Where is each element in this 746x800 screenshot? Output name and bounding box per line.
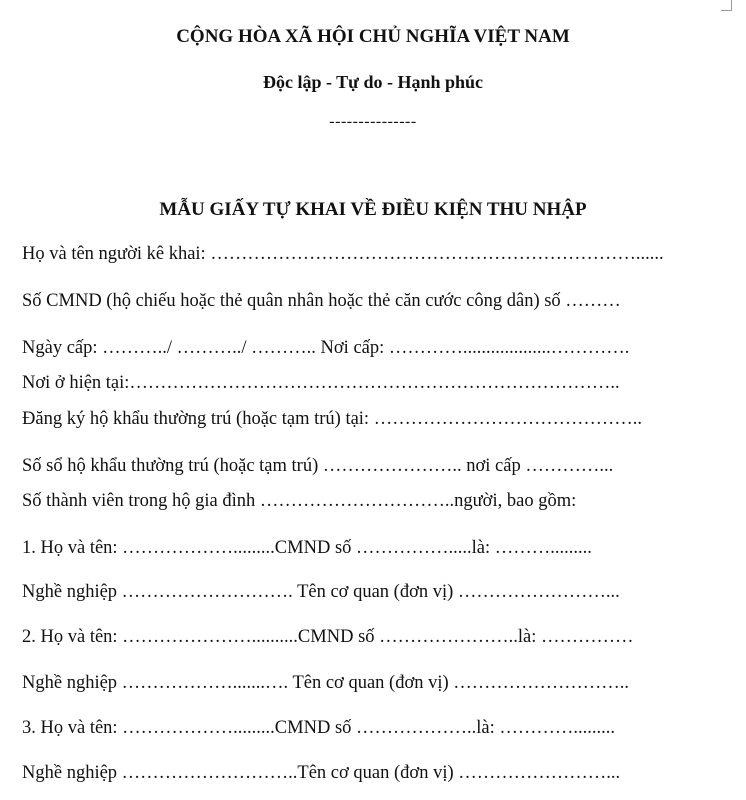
current-address-line: Nơi ở hiện tại:…………………………………………………………………….. [22,373,620,393]
issue-date-line: Ngày cấp: ………../ ………../ ……….. Nơi cấp: …………...................…………. [22,338,630,358]
nation-heading: CỘNG HÒA XÃ HỘI CHỦ NGHĨA VIỆT NAM [176,26,570,47]
separator-line: --------------- [329,113,417,130]
member-1-name-line: 1. Họ và tên: ……………….........CMND số …………….....là: ………......... [22,538,592,558]
declarant-name-line: Họ và tên người kê khai: ……………………………………………………………...... [22,244,664,264]
member-3-job-line: Nghề nghiệp ………………………..Tên cơ quan (đơn vị) ……………………... [22,763,621,783]
registered-residence-line: Đăng ký hộ khẩu thường trú (hoặc tạm trú) tại: …………………………………….. [22,409,642,429]
page-corner-mark [721,0,732,11]
household-book-line: Số sổ hộ khẩu thường trú (hoặc tạm trú) ………………….. nơi cấp …………... [22,456,614,476]
member-2-name-line: 2. Họ và tên: …………………..........CMND số …………………..là: …………… [22,627,634,647]
id-number-line: Số CMND (hộ chiếu hoặc thẻ quân nhân hoặc thẻ căn cước công dân) số ……… [22,291,621,311]
member-2-job-line: Nghề nghiệp ……………….......…. Tên cơ quan (đơn vị) ……………………….. [22,673,630,693]
motto-heading: Độc lập - Tự do - Hạnh phúc [262,72,484,92]
member-3-name-line: 3. Họ và tên: ……………….........CMND số ………………..là: …………......... [22,718,616,738]
member-1-job-line: Nghề nghiệp ………………………. Tên cơ quan (đơn vị) ……………………... [22,582,620,602]
form-title: MẪU GIẤY TỰ KHAI VỀ ĐIỀU KIỆN THU NHẬP [159,199,587,220]
household-members-line: Số thành viên trong hộ gia đình …………………………..người, bao gồm: [22,491,577,511]
